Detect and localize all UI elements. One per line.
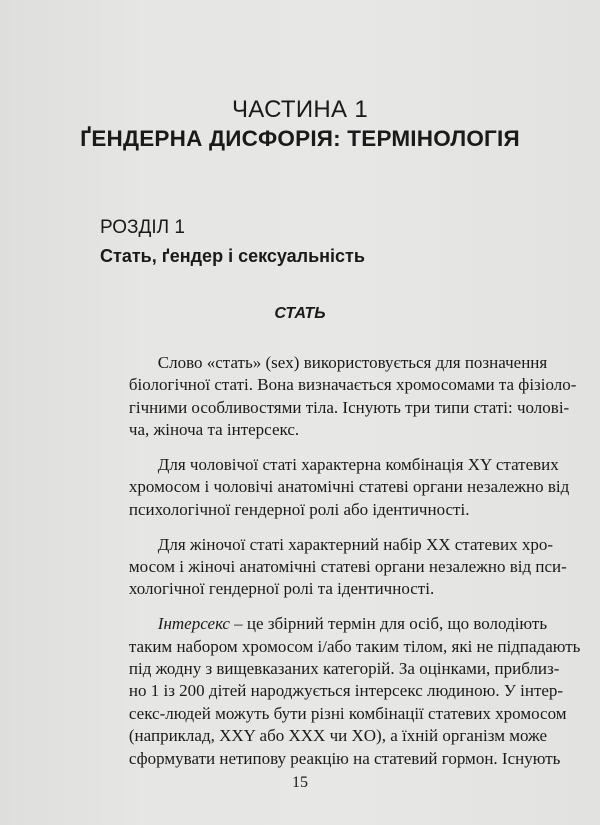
paragraph-sex-definition — [100, 352, 577, 442]
subheading: СТАТЬ — [274, 305, 326, 322]
text-line: під жодну з вищевказаних категорій. За оцінками, приблиз- — [128, 659, 560, 679]
paragraph-female-sex — [100, 534, 567, 601]
text-line: мосом і жіночі анатомічні статеві органи незалежно від пси- — [128, 557, 567, 577]
part-title: ҐЕНДЕРНА ДИСФОРІЯ: ТЕРМІНОЛОГІЯ — [80, 126, 520, 151]
text-line — [100, 613, 548, 635]
text-line: ча, жіноча та інтерсекс. — [128, 420, 300, 440]
section-title: Стать, ґендер і сексуальність — [100, 246, 365, 266]
text-line: Для жіночої статі характерний набір XX статевих хро- — [157, 534, 554, 554]
paragraph-male-sex — [100, 454, 570, 521]
paragraph-intersex — [100, 613, 581, 770]
text-line: секс-людей можуть бути різні комбінації статевих хромосом — [128, 703, 567, 723]
section-label: РОЗДІЛ 1 — [100, 217, 185, 238]
text-line: психологічної гендерної ролі або ідентичності. — [128, 499, 470, 519]
text-fragment: – це збірний термін для осіб, що володіють — [229, 614, 548, 634]
intersex-term: Інтерсекс — [157, 614, 230, 634]
text-line: Слово «стать» (sex) використовується для позначення — [157, 353, 548, 372]
body-text — [100, 352, 581, 782]
text-line: гічними особливостями тіла. Існують три типи статі: чолові- — [128, 397, 570, 417]
text-line: Для чоловічої статі характерна комбінація XY статевих — [157, 455, 559, 475]
text-line: сформувати нетипову реакцію на статевий гормон. Існують — [128, 748, 561, 768]
text-line: хромосом і чоловічі анатомічні статеві органи незалежно від — [128, 477, 570, 497]
text-line: біологічної статі. Вона визначається хромосомами та фізіоло- — [128, 375, 577, 395]
text-line: таким набором хромосом і/або таким тілом, які не підпадають — [128, 636, 581, 656]
part-label: ЧАСТИНА 1 — [232, 96, 368, 123]
text-line: но 1 із 200 дітей народжується інтерсекс людиною. У інтер- — [128, 681, 564, 701]
page-number: 15 — [292, 774, 308, 791]
text-line: хологічної гендерної ролі та ідентичності. — [128, 579, 435, 599]
text-line: (наприклад, XXY або XXX чи XO), а їхній організм може — [128, 726, 548, 746]
